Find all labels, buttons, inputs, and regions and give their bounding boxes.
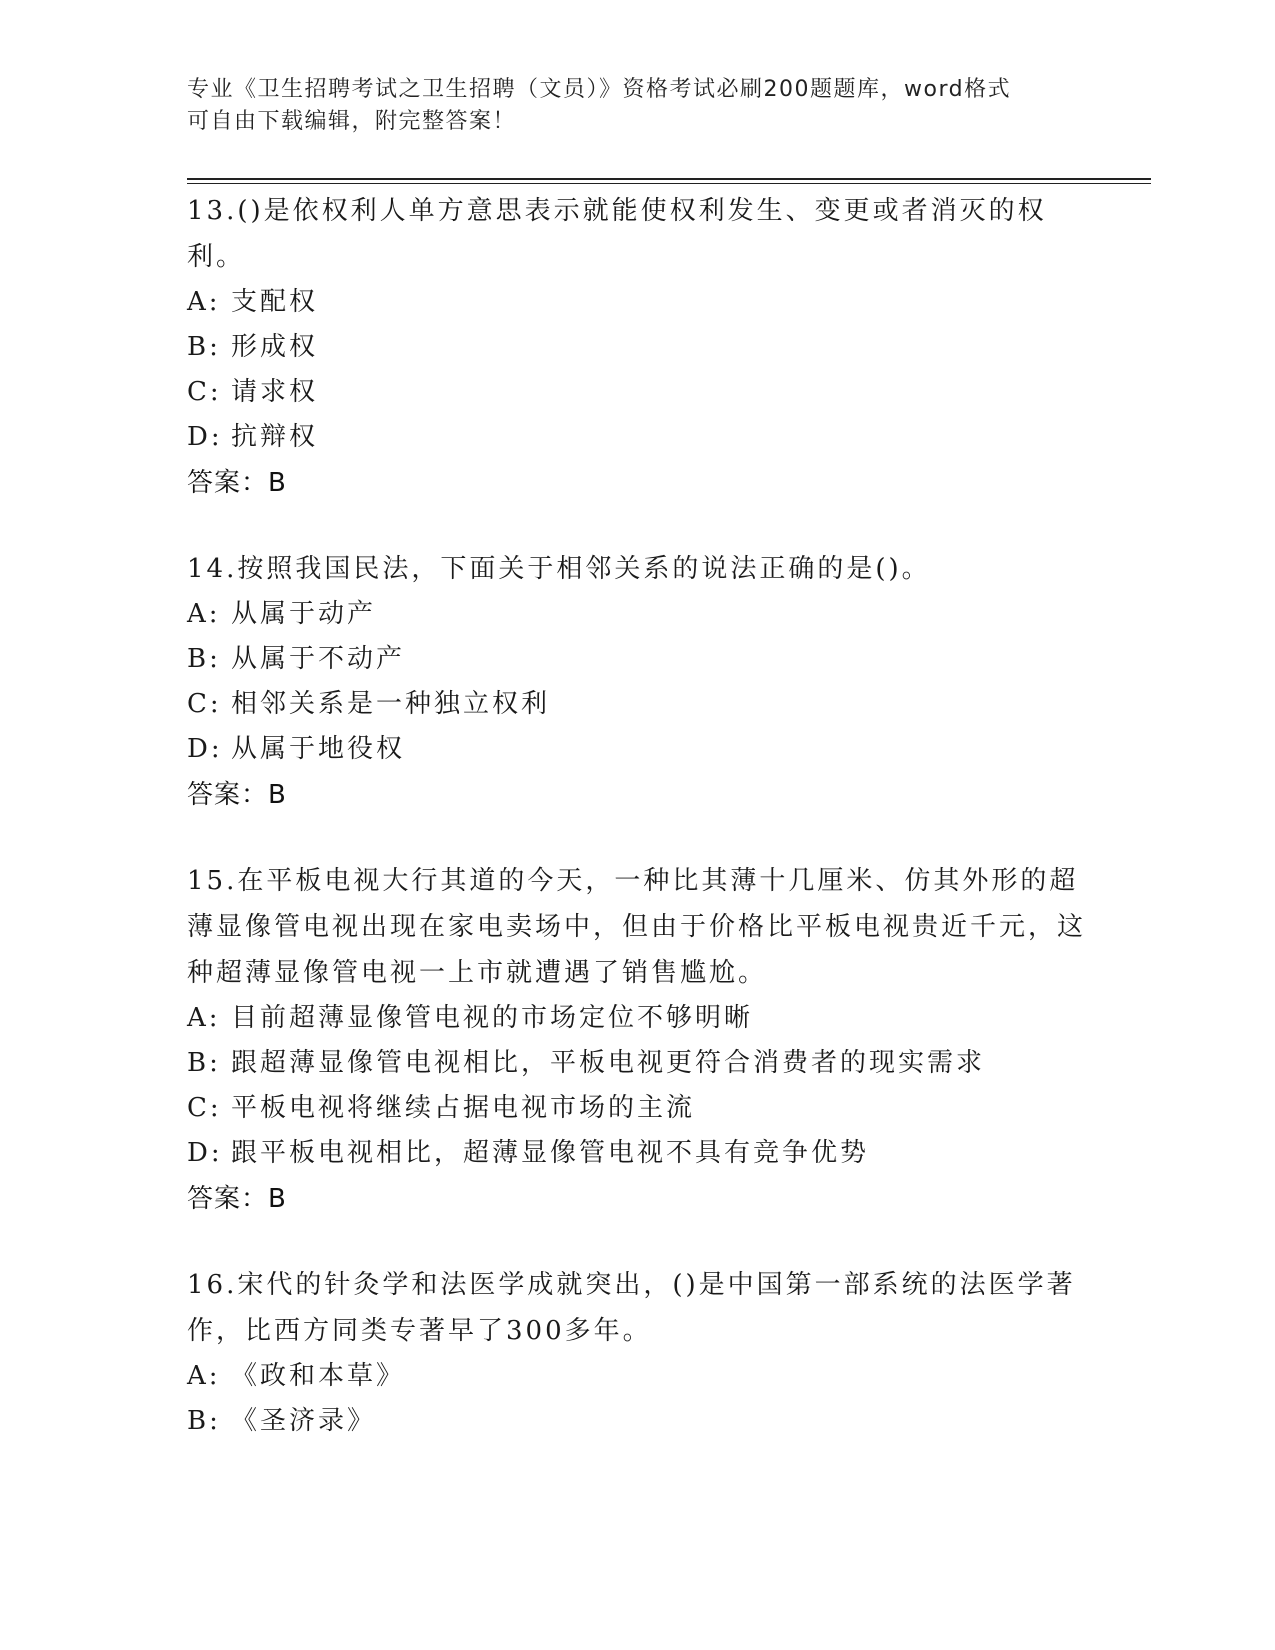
option-label: C: bbox=[187, 689, 222, 719]
question-text: 15.在平板电视大行其道的今天，一种比其薄十几厘米、仿其外形的超薄显像管电视出现在家电卖场中，但由于价格比平板电视贵近千元，这种超薄显像管电视一上市就遭遇了销售尴尬。 bbox=[187, 866, 1087, 988]
question-text: 16.宋代的针灸学和法医学成就突出，()是中国第一部系统的法医学著作，比西方同类专著早了300多年。 bbox=[187, 1270, 1076, 1346]
option-text: 形成权 bbox=[231, 332, 319, 362]
question-15 bbox=[187, 858, 1087, 1222]
option-c bbox=[187, 682, 1087, 727]
option-text: 从属于地役权 bbox=[231, 734, 406, 764]
option-label: B: bbox=[187, 332, 221, 362]
question-14 bbox=[187, 546, 1087, 818]
option-d bbox=[187, 727, 1087, 772]
header-divider-thick bbox=[187, 178, 1151, 180]
option-b bbox=[187, 637, 1087, 682]
option-a bbox=[187, 592, 1087, 637]
option-label: B: bbox=[187, 1048, 221, 1078]
question-13 bbox=[187, 188, 1087, 506]
option-text: 请求权 bbox=[231, 377, 319, 407]
answer-line: 答案：B bbox=[187, 1184, 287, 1214]
option-a bbox=[187, 996, 1087, 1041]
option-c bbox=[187, 1086, 1087, 1131]
option-a bbox=[187, 1354, 1087, 1399]
option-label: B: bbox=[187, 1406, 221, 1436]
option-text: 跟超薄显像管电视相比，平板电视更符合消费者的现实需求 bbox=[231, 1048, 986, 1078]
option-label: D: bbox=[187, 1138, 223, 1168]
option-label: A: bbox=[187, 599, 221, 629]
header-divider-thin bbox=[187, 183, 1151, 184]
option-text: 《圣济录》 bbox=[231, 1406, 377, 1436]
option-label: D: bbox=[187, 422, 223, 452]
option-text: 相邻关系是一种独立权利 bbox=[231, 689, 551, 719]
answer-line: 答案：B bbox=[187, 468, 287, 498]
option-label: A: bbox=[187, 287, 221, 317]
option-text: 抗辩权 bbox=[231, 422, 319, 452]
option-text: 平板电视将继续占据电视市场的主流 bbox=[231, 1093, 696, 1123]
option-text: 《政和本草》 bbox=[231, 1361, 406, 1391]
question-text: 14.按照我国民法，下面关于相邻关系的说法正确的是()。 bbox=[187, 554, 931, 584]
option-text: 跟平板电视相比，超薄显像管电视不具有竞争优势 bbox=[231, 1138, 870, 1168]
option-a bbox=[187, 280, 1087, 325]
question-list bbox=[187, 188, 1087, 1484]
question-text: 13.()是依权利人单方意思表示就能使权利发生、变更或者消灭的权利。 bbox=[187, 196, 1047, 272]
option-d bbox=[187, 1131, 1087, 1176]
header-line-2: 可自由下载编辑，附完整答案！ bbox=[187, 109, 517, 134]
option-d bbox=[187, 415, 1087, 460]
option-text: 支配权 bbox=[231, 287, 319, 317]
option-text: 目前超薄显像管电视的市场定位不够明晰 bbox=[231, 1003, 754, 1033]
option-text: 从属于动产 bbox=[231, 599, 377, 629]
option-c bbox=[187, 370, 1087, 415]
option-label: C: bbox=[187, 1093, 222, 1123]
question-16 bbox=[187, 1262, 1087, 1444]
option-label: D: bbox=[187, 734, 223, 764]
option-label: B: bbox=[187, 644, 221, 674]
option-b bbox=[187, 1041, 1087, 1086]
option-b bbox=[187, 325, 1087, 370]
option-text: 从属于不动产 bbox=[231, 644, 406, 674]
header-line-1: 专业《卫生招聘考试之卫生招聘（文员）》资格考试必刷200题题库，word格式 bbox=[187, 77, 1012, 102]
document-header bbox=[187, 74, 1067, 138]
option-label: A: bbox=[187, 1361, 221, 1391]
answer-line: 答案：B bbox=[187, 780, 287, 810]
option-b bbox=[187, 1399, 1087, 1444]
option-label: C: bbox=[187, 377, 222, 407]
option-label: A: bbox=[187, 1003, 221, 1033]
